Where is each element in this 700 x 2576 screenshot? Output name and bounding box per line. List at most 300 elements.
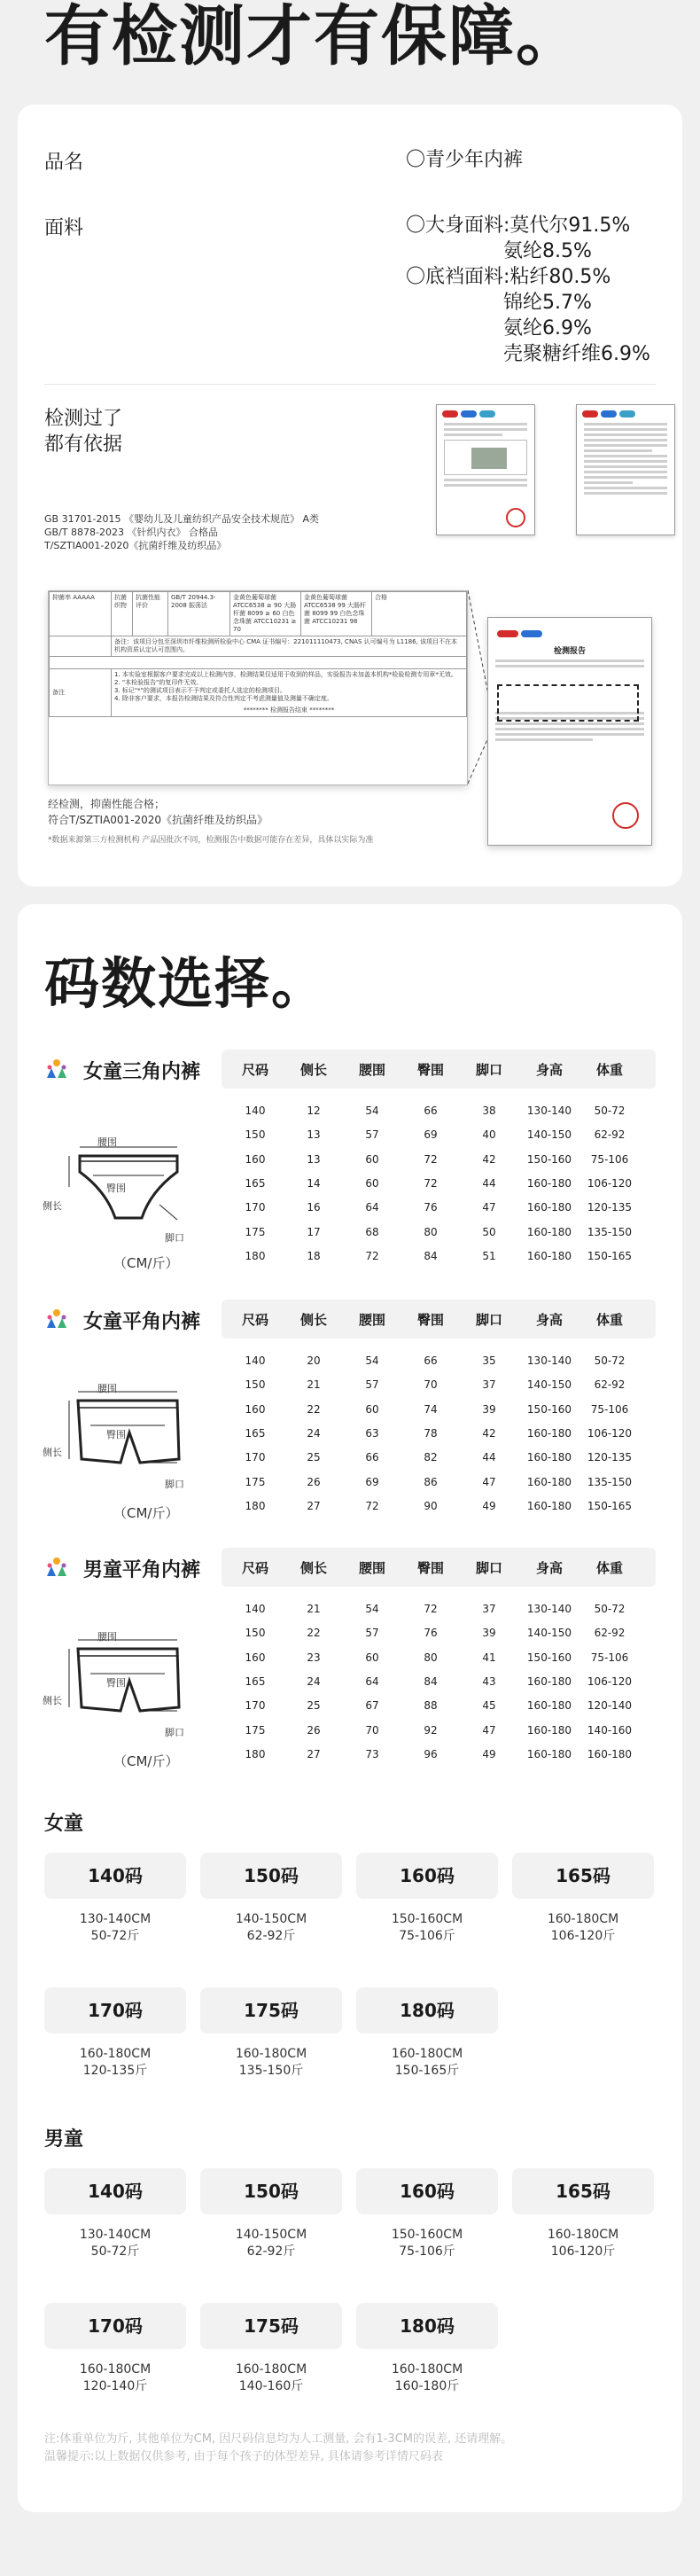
table-cell: 22 bbox=[307, 1402, 321, 1416]
size-option-button[interactable]: 165码 bbox=[512, 1853, 654, 1899]
table-cell: 130-140 bbox=[526, 1603, 572, 1615]
table-cell: 74 bbox=[424, 1402, 438, 1416]
size-table bbox=[44, 1050, 656, 1289]
table-cell: 150 bbox=[245, 1128, 266, 1142]
size-weight: 160-180斤 bbox=[394, 2379, 460, 2393]
size-weight: 106-120斤 bbox=[550, 1929, 616, 1943]
table-cell: 160-180 bbox=[526, 1201, 572, 1214]
conclusion-line: 符合T/SZTIA001-2020《抗菌纤维及纺织品》 bbox=[48, 814, 268, 826]
table-row bbox=[222, 1422, 656, 1446]
table-cell: 45 bbox=[482, 1699, 496, 1713]
size-table bbox=[44, 1300, 656, 1539]
table-cell: 160-180 bbox=[526, 1249, 572, 1262]
size-height: 130-140CM bbox=[79, 1912, 152, 1926]
size-option-range bbox=[44, 1911, 186, 1945]
size-option-button[interactable]: 175码 bbox=[200, 2303, 342, 2349]
fabric-line: 氨纶8.5% bbox=[503, 240, 592, 262]
garment-diagram bbox=[44, 1370, 204, 1495]
size-option-button[interactable]: 160码 bbox=[356, 1853, 498, 1899]
table-cell: 50-72 bbox=[594, 1105, 626, 1117]
table-cell: 66 bbox=[424, 1354, 438, 1367]
table-cell: 175 bbox=[245, 1475, 266, 1488]
table-cell: 76 bbox=[424, 1201, 438, 1214]
table-cell: 39 bbox=[482, 1402, 496, 1416]
table-cell: 50-72 bbox=[594, 1354, 626, 1367]
column-header-bar bbox=[222, 1300, 656, 1339]
conclusion bbox=[48, 796, 268, 828]
column-header: 臀围 bbox=[416, 1062, 444, 1078]
table-row bbox=[222, 1670, 656, 1694]
table-cell: 75-106 bbox=[590, 1402, 629, 1416]
table-cell: 57 bbox=[365, 1378, 379, 1392]
table-cell: 43 bbox=[482, 1674, 496, 1688]
table-cell: 160-180 bbox=[526, 1699, 572, 1713]
table-cell: 106-120 bbox=[587, 1426, 633, 1440]
size-weight: 75-106斤 bbox=[399, 1929, 455, 1943]
table-cell: 44 bbox=[482, 1176, 496, 1190]
table-row bbox=[222, 1349, 656, 1373]
column-header: 腰围 bbox=[358, 1312, 385, 1328]
table-row bbox=[222, 1099, 656, 1123]
report-cell: 抑菌率 AAAAA bbox=[50, 592, 112, 636]
table-cell: 37 bbox=[482, 1603, 496, 1615]
size-option-range bbox=[200, 2227, 342, 2260]
table-cell: 60 bbox=[365, 1402, 379, 1416]
table-cell: 72 bbox=[424, 1176, 438, 1190]
table-cell: 26 bbox=[307, 1723, 321, 1737]
table-cell: 160-180 bbox=[526, 1723, 572, 1737]
tested-line: 都有依据 bbox=[44, 433, 123, 456]
table-cell: 57 bbox=[365, 1128, 379, 1142]
size-option-range bbox=[356, 1911, 498, 1945]
table-cell: 84 bbox=[424, 1674, 438, 1688]
table-cell: 64 bbox=[365, 1674, 379, 1688]
table-cell: 39 bbox=[482, 1627, 496, 1640]
diagram-label: 脚口 bbox=[165, 1232, 184, 1244]
table-cell: 12 bbox=[307, 1105, 321, 1117]
report-cell: 金黄色葡萄球菌 ATCC6538 ≥ 90 大肠杆菌 8099 ≥ 60 白色念珠菌 ATCC10231 ≥ 70 bbox=[230, 592, 301, 636]
size-weight: 120-135斤 bbox=[82, 2064, 148, 2078]
column-header: 体重 bbox=[595, 1062, 623, 1078]
product-name: 女童平角内裤 bbox=[83, 1311, 201, 1333]
table-cell: 16 bbox=[307, 1201, 321, 1214]
size-option-button[interactable]: 150码 bbox=[200, 2168, 342, 2214]
size-option-button[interactable]: 180码 bbox=[356, 1987, 498, 2033]
size-option-button[interactable]: 140码 bbox=[44, 2168, 186, 2214]
unit-label: （CM/斤） bbox=[113, 1505, 179, 1521]
table-cell: 47 bbox=[482, 1723, 496, 1737]
table-cell: 23 bbox=[307, 1651, 321, 1664]
table-cell: 80 bbox=[424, 1651, 438, 1664]
column-header: 尺码 bbox=[241, 1560, 268, 1576]
size-height: 160-180CM bbox=[235, 2047, 307, 2061]
table-cell: 150-160 bbox=[526, 1651, 572, 1664]
table-cell: 90 bbox=[424, 1499, 438, 1512]
report-cell: 合格 bbox=[372, 592, 467, 636]
size-weight: 150-165斤 bbox=[394, 2064, 460, 2078]
table-cell: 106-120 bbox=[587, 1674, 633, 1688]
table-cell: 66 bbox=[365, 1451, 379, 1464]
column-header: 身高 bbox=[535, 1560, 563, 1576]
table-cell: 27 bbox=[307, 1747, 321, 1760]
size-option-range bbox=[200, 2046, 342, 2080]
divider bbox=[44, 384, 656, 385]
table-cell: 14 bbox=[307, 1176, 321, 1190]
table-cell: 165 bbox=[245, 1176, 266, 1190]
table-cell: 160 bbox=[245, 1651, 266, 1664]
standard-item: GB 31701-2015 《婴幼儿及儿童纺织产品安全技术规范》 A类 bbox=[44, 513, 320, 525]
table-cell: 54 bbox=[365, 1603, 379, 1615]
table-cell: 160-180 bbox=[526, 1747, 572, 1760]
diagram-label: 腰围 bbox=[97, 1383, 117, 1394]
table-cell: 150-165 bbox=[587, 1499, 633, 1512]
table-row bbox=[222, 1148, 656, 1172]
table-cell: 21 bbox=[307, 1603, 321, 1615]
column-header: 腰围 bbox=[358, 1062, 385, 1078]
table-row bbox=[222, 1446, 656, 1470]
table-row bbox=[222, 1373, 656, 1397]
table-cell: 140-150 bbox=[526, 1627, 572, 1640]
table-cell: 160-180 bbox=[526, 1426, 572, 1440]
table-cell: 175 bbox=[245, 1225, 266, 1238]
kids-icon bbox=[44, 1557, 69, 1578]
size-option-button[interactable]: 170码 bbox=[44, 1987, 186, 2033]
table-cell: 13 bbox=[307, 1128, 321, 1142]
column-header: 臀围 bbox=[416, 1560, 444, 1576]
report-thumbnail-1[interactable] bbox=[436, 404, 535, 535]
table-cell: 63 bbox=[365, 1426, 379, 1440]
diagram-label: 侧长 bbox=[43, 1695, 62, 1706]
table-cell: 51 bbox=[482, 1249, 496, 1262]
column-header: 脚口 bbox=[475, 1062, 502, 1078]
standard-item: T/SZTIA001-2020《抗菌纤维及纺织品》 bbox=[44, 540, 227, 551]
table-cell: 68 bbox=[365, 1225, 379, 1238]
size-option-range bbox=[44, 2227, 186, 2260]
table-cell: 150-160 bbox=[526, 1402, 572, 1416]
table-cell: 50-72 bbox=[594, 1603, 626, 1615]
diagram-label: 脚口 bbox=[165, 1727, 184, 1738]
size-height: 160-180CM bbox=[79, 2362, 152, 2377]
table-cell: 160-180 bbox=[526, 1499, 572, 1512]
kids-icon bbox=[44, 1308, 69, 1330]
table-cell: 60 bbox=[365, 1176, 379, 1190]
standard-item: GB/T 8878-2023 《针织内衣》 合格品 bbox=[44, 527, 218, 538]
tested-heading bbox=[44, 406, 122, 457]
table-cell: 49 bbox=[482, 1747, 496, 1760]
table-cell: 170 bbox=[245, 1699, 266, 1713]
table-row bbox=[222, 1245, 656, 1268]
table-row bbox=[222, 1646, 656, 1670]
fabric-label: 面料 bbox=[44, 217, 84, 239]
table-cell: 42 bbox=[482, 1152, 496, 1166]
table-cell: 150-160 bbox=[526, 1152, 572, 1166]
table-cell: 170 bbox=[245, 1451, 266, 1464]
table-cell: 175 bbox=[245, 1723, 266, 1737]
column-header: 体重 bbox=[595, 1560, 623, 1576]
size-option-button[interactable]: 150码 bbox=[200, 1853, 342, 1899]
table-cell: 72 bbox=[365, 1249, 379, 1262]
table-cell: 135-150 bbox=[587, 1225, 633, 1238]
column-header: 尺码 bbox=[241, 1312, 268, 1328]
table-cell: 160-180 bbox=[587, 1747, 633, 1760]
column-header: 脚口 bbox=[475, 1560, 502, 1576]
column-header: 侧长 bbox=[299, 1062, 327, 1078]
report-cell: 金黄色葡萄球菌 ATCC6538 99 大肠杆菌 8099 99 白色念珠菌 ATCC10231 98 bbox=[301, 592, 372, 636]
table-cell: 120-135 bbox=[587, 1451, 633, 1464]
size-height: 140-150CM bbox=[235, 1912, 307, 1926]
table-cell: 160 bbox=[245, 1402, 266, 1416]
table-cell: 160 bbox=[245, 1152, 266, 1166]
garment-diagram bbox=[44, 1120, 204, 1245]
size-option-range bbox=[200, 1911, 342, 1945]
table-cell: 130-140 bbox=[526, 1105, 572, 1117]
table-cell: 70 bbox=[365, 1723, 379, 1737]
table-cell: 88 bbox=[424, 1699, 438, 1713]
table-cell: 72 bbox=[424, 1152, 438, 1166]
table-cell: 150-165 bbox=[587, 1249, 633, 1262]
table-cell: 160-180 bbox=[526, 1176, 572, 1190]
table-cell: 170 bbox=[245, 1201, 266, 1214]
table-cell: 27 bbox=[307, 1499, 321, 1512]
report-page[interactable] bbox=[487, 617, 652, 846]
table-cell: 25 bbox=[307, 1451, 321, 1464]
report-note: 2. "本检验报告"的复印件无效。 bbox=[114, 679, 203, 686]
footnote bbox=[44, 2431, 512, 2466]
table-row bbox=[222, 1196, 656, 1220]
diagram-label: 腰围 bbox=[97, 1136, 117, 1148]
table-cell: 69 bbox=[365, 1475, 379, 1488]
size-option-range bbox=[512, 2227, 654, 2260]
size-weight: 50-72斤 bbox=[90, 1929, 140, 1943]
table-cell: 72 bbox=[424, 1603, 438, 1615]
size-weight: 140-160斤 bbox=[238, 2379, 304, 2393]
table-cell: 17 bbox=[307, 1225, 321, 1238]
table-cell: 47 bbox=[482, 1201, 496, 1214]
unit-label: （CM/斤） bbox=[113, 1255, 179, 1271]
size-height: 150-160CM bbox=[391, 1912, 463, 1926]
diagram-label: 侧长 bbox=[43, 1200, 62, 1212]
column-header: 体重 bbox=[595, 1312, 623, 1328]
table-cell: 86 bbox=[424, 1475, 438, 1488]
table-cell: 180 bbox=[245, 1499, 266, 1512]
table-cell: 42 bbox=[482, 1426, 496, 1440]
table-cell: 54 bbox=[365, 1354, 379, 1367]
stamp-icon bbox=[612, 802, 639, 829]
table-cell: 140 bbox=[245, 1603, 266, 1615]
size-table-header bbox=[44, 1050, 656, 1089]
table-cell: 140-150 bbox=[526, 1378, 572, 1392]
size-option-range bbox=[44, 2046, 186, 2080]
fabric-line: 氨纶6.9% bbox=[503, 317, 592, 340]
size-option-range bbox=[512, 1911, 654, 1945]
table-cell: 140-160 bbox=[587, 1723, 633, 1737]
size-option-button[interactable]: 180码 bbox=[356, 2303, 498, 2349]
column-header: 腰围 bbox=[358, 1560, 385, 1576]
diagram-label: 臀围 bbox=[106, 1429, 126, 1440]
standards-list bbox=[44, 512, 319, 552]
disclaimer: *数据来源第三方检测机构 产品因批次不同，检测报告中数据可能存在差异，具体以实际为准 bbox=[48, 836, 374, 845]
conclusion-line: 经检测，抑菌性能合格； bbox=[48, 798, 166, 810]
table-cell: 140 bbox=[245, 1354, 266, 1367]
size-weight: 62-92斤 bbox=[246, 2244, 296, 2259]
footnote-line: 注:体重单位为斤, 其他单位为CM, 因尺码信息均为人工测量, 会有1-3CM的误差, 还请理解。 bbox=[44, 2432, 513, 2446]
column-header: 脚口 bbox=[475, 1312, 502, 1328]
table-cell: 13 bbox=[307, 1152, 321, 1166]
product-value: 〇青少年内裤 bbox=[406, 149, 524, 171]
size-weight: 62-92斤 bbox=[246, 1929, 296, 1943]
table-cell: 40 bbox=[482, 1128, 496, 1142]
product-name: 女童三角内裤 bbox=[83, 1061, 201, 1083]
diagram-label: 臀围 bbox=[106, 1183, 126, 1194]
fabric-line: 壳聚糖纤维6.9% bbox=[503, 343, 650, 365]
table-cell: 66 bbox=[424, 1105, 438, 1117]
size-option-range bbox=[356, 2227, 498, 2260]
size-table bbox=[44, 1548, 656, 1787]
report-note: 3. 标记"*"的测试项目表示不予判定或委托人选定的检测项目。 bbox=[114, 687, 286, 694]
column-header: 侧长 bbox=[299, 1560, 327, 1576]
diagram-label: 臀围 bbox=[106, 1677, 126, 1689]
table-cell: 130-140 bbox=[526, 1354, 572, 1367]
table-row bbox=[222, 1172, 656, 1196]
table-cell: 78 bbox=[424, 1426, 438, 1440]
size-height: 160-180CM bbox=[547, 2228, 619, 2242]
column-header: 臀围 bbox=[416, 1312, 444, 1328]
size-weight: 50-72斤 bbox=[90, 2244, 140, 2259]
size-option-range bbox=[44, 2361, 186, 2395]
tested-line: 检测过了 bbox=[44, 408, 123, 430]
size-option-button[interactable]: 175码 bbox=[200, 1987, 342, 2033]
column-header: 侧长 bbox=[299, 1312, 327, 1328]
report-cell: 抗菌性能 评价 bbox=[133, 592, 168, 636]
report-excerpt bbox=[48, 590, 468, 785]
size-height: 160-180CM bbox=[79, 2047, 152, 2061]
table-cell: 72 bbox=[365, 1499, 379, 1512]
table-cell: 44 bbox=[482, 1451, 496, 1464]
table-cell: 120-135 bbox=[587, 1201, 633, 1214]
diagram-label: 侧长 bbox=[43, 1447, 62, 1458]
report-cell: GB/T 20944.3-2008 振荡法 bbox=[168, 592, 230, 636]
size-table-header bbox=[44, 1548, 656, 1587]
product-name: 男童平角内裤 bbox=[83, 1559, 201, 1581]
table-cell: 96 bbox=[424, 1747, 438, 1760]
size-option-button[interactable]: 165码 bbox=[512, 2168, 654, 2214]
size-height: 160-180CM bbox=[391, 2362, 463, 2377]
table-cell: 160-180 bbox=[526, 1475, 572, 1488]
table-cell: 92 bbox=[424, 1723, 438, 1737]
table-cell: 160-180 bbox=[526, 1674, 572, 1688]
table-cell: 180 bbox=[245, 1747, 266, 1760]
table-cell: 106-120 bbox=[587, 1176, 633, 1190]
table-row bbox=[222, 1621, 656, 1645]
fabric-line: 锦纶5.7% bbox=[503, 292, 592, 314]
size-option-range bbox=[356, 2361, 498, 2395]
size-option-range bbox=[200, 2361, 342, 2395]
table-cell: 24 bbox=[307, 1426, 321, 1440]
unit-label: （CM/斤） bbox=[113, 1753, 179, 1769]
report-note-label: 备注 bbox=[50, 669, 112, 717]
report-cell: 抗菌 织物 bbox=[112, 592, 133, 636]
table-cell: 57 bbox=[365, 1627, 379, 1640]
table-cell: 165 bbox=[245, 1426, 266, 1440]
table-cell: 18 bbox=[307, 1249, 321, 1262]
size-height: 160-180CM bbox=[391, 2047, 463, 2061]
table-row bbox=[222, 1398, 656, 1422]
table-cell: 24 bbox=[307, 1674, 321, 1688]
product-label: 品名 bbox=[44, 152, 84, 174]
fabric-composition bbox=[406, 213, 650, 367]
table-row bbox=[222, 1471, 656, 1495]
table-cell: 69 bbox=[424, 1128, 438, 1142]
size-option-button[interactable]: 160码 bbox=[356, 2168, 498, 2214]
size-height: 130-140CM bbox=[79, 2228, 152, 2242]
zoom-highlight bbox=[497, 684, 639, 722]
garment-diagram bbox=[44, 1619, 204, 1743]
table-cell: 35 bbox=[482, 1354, 496, 1367]
hero-title: 有检测才有保障。 bbox=[44, 0, 583, 74]
diagram-label: 脚口 bbox=[165, 1479, 184, 1490]
table-cell: 120-140 bbox=[587, 1699, 633, 1713]
table-cell: 22 bbox=[307, 1627, 321, 1640]
table-cell: 60 bbox=[365, 1152, 379, 1166]
table-cell: 25 bbox=[307, 1699, 321, 1713]
table-cell: 20 bbox=[307, 1354, 321, 1367]
table-row bbox=[222, 1221, 656, 1245]
diagram-label: 腰围 bbox=[97, 1631, 117, 1643]
kids-icon bbox=[44, 1058, 69, 1080]
table-cell: 60 bbox=[365, 1651, 379, 1664]
girls-group-title: 女童 bbox=[44, 1813, 84, 1835]
report-thumbnail-2[interactable] bbox=[576, 404, 675, 535]
column-header-bar bbox=[222, 1548, 656, 1587]
size-section-title: 码数选择。 bbox=[44, 951, 329, 1016]
column-header: 身高 bbox=[535, 1312, 563, 1328]
table-cell: 62-92 bbox=[594, 1128, 626, 1142]
table-cell: 160-180 bbox=[526, 1451, 572, 1464]
report-note: 1. 本实验室根据客户要求完成以上检测内容，检测结果仅适用于收到的样品，实验报告未加盖本机构*检验检测专用章*无效。 bbox=[114, 671, 457, 678]
table-cell: 80 bbox=[424, 1225, 438, 1238]
size-weight: 75-106斤 bbox=[399, 2244, 455, 2259]
table-cell: 37 bbox=[482, 1378, 496, 1392]
table-row bbox=[222, 1123, 656, 1147]
table-cell: 75-106 bbox=[590, 1152, 629, 1166]
table-cell: 70 bbox=[424, 1378, 438, 1392]
table-cell: 84 bbox=[424, 1249, 438, 1262]
table-cell: 49 bbox=[482, 1499, 496, 1512]
table-cell: 75-106 bbox=[590, 1651, 629, 1664]
column-header: 尺码 bbox=[241, 1062, 268, 1078]
table-cell: 38 bbox=[482, 1105, 496, 1117]
table-cell: 150 bbox=[245, 1627, 266, 1640]
report-remark: 备注：该项目分包至深圳市纤维检测所检验中心 CMA 证书编号：221011110473, CNAS 认可编号为 L1186, 该项目不在本机构资质认定认可范围内。 bbox=[112, 636, 467, 657]
size-option-range bbox=[356, 2046, 498, 2080]
size-option-button[interactable]: 140码 bbox=[44, 1853, 186, 1899]
report-end: ******** 检测报告结束 ******** bbox=[243, 706, 335, 714]
size-height: 160-180CM bbox=[547, 1912, 619, 1926]
size-weight: 106-120斤 bbox=[550, 2244, 616, 2259]
table-cell: 160-180 bbox=[526, 1225, 572, 1238]
fabric-line: 〇大身面料:莫代尔91.5% bbox=[406, 215, 631, 237]
table-cell: 41 bbox=[482, 1651, 496, 1664]
table-cell: 76 bbox=[424, 1627, 438, 1640]
column-header: 身高 bbox=[535, 1062, 563, 1078]
size-weight: 135-150斤 bbox=[238, 2064, 304, 2078]
table-cell: 140 bbox=[245, 1105, 266, 1117]
table-cell: 180 bbox=[245, 1249, 266, 1262]
table-cell: 135-150 bbox=[587, 1475, 633, 1488]
size-table-header bbox=[44, 1300, 656, 1339]
footnote-line: 温馨提示:以上数据仅供参考, 由于每个孩子的体型差异, 具体请参考详情尺码表 bbox=[44, 2450, 443, 2463]
size-option-button[interactable]: 170码 bbox=[44, 2303, 186, 2349]
